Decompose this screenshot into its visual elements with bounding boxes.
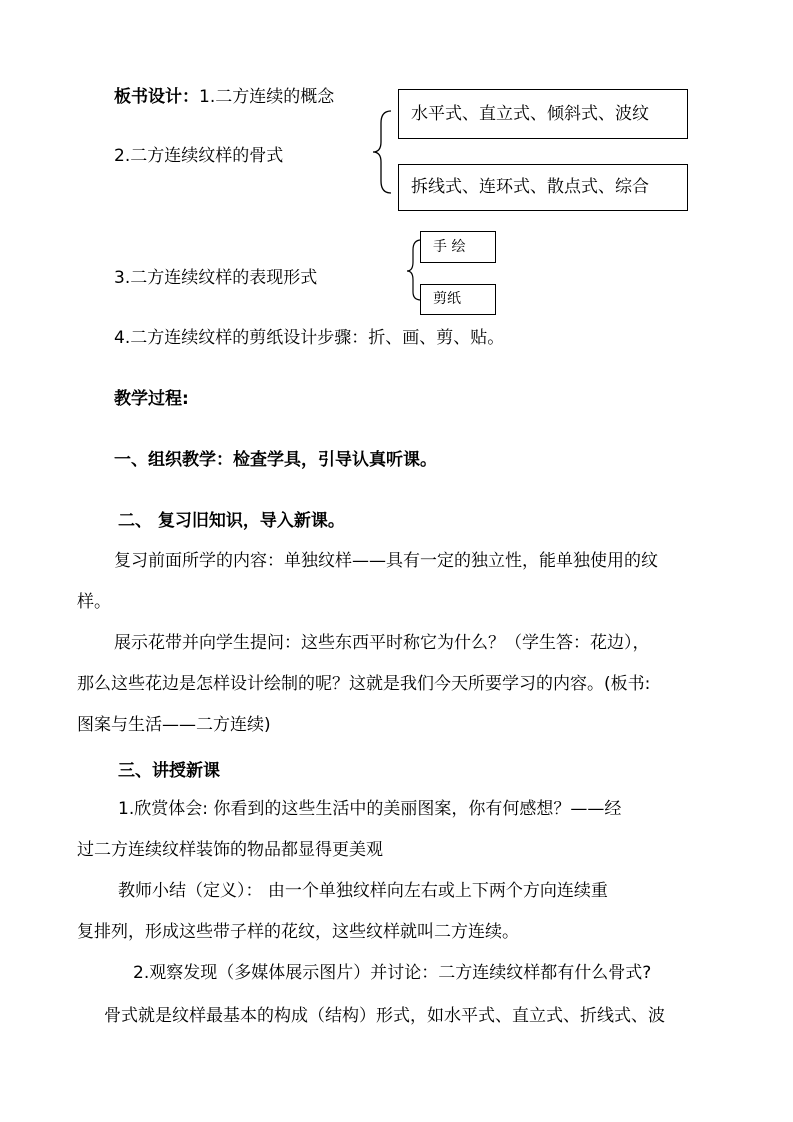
expression-handdrawn-text: 手 绘 — [433, 239, 466, 255]
expression-box-handdrawn — [420, 231, 496, 263]
skeleton-types-box-top — [398, 89, 688, 139]
board-item-1: 1.二方连续的概念 — [199, 87, 335, 107]
section3-p1-line2: 过二方连续纹样装饰的物品都显得更美观 — [77, 840, 383, 860]
board-design-label: 板书设计： — [114, 87, 199, 107]
expression-box-papercut — [420, 284, 496, 315]
section3-p3: 2.观察发现（多媒体展示图片）并讨论：二方连续纹样都有什么骨式? — [133, 963, 652, 983]
board-item-2: 2.二方连续纹样的骨式 — [114, 146, 284, 166]
section2-p1-line1: 复习前面所学的内容：单独纹样——具有一定的独立性，能单独使用的纹 — [114, 551, 658, 571]
curly-brace-icon — [373, 111, 391, 193]
section3-p1-line1: 1.欣赏体会: 你看到的这些生活中的美丽图案，你有何感想？——经 — [118, 799, 622, 819]
section2-p2-line1: 展示花带并向学生提问：这些东西平时称它为什么？（学生答：花边）， — [114, 633, 650, 653]
board-item-4: 4.二方连续纹样的剪纸设计步骤：折、画、剪、贴。 — [114, 328, 505, 348]
section3-p2-line1: 教师小结（定义）： 由一个单独纹样向左右或上下两个方向连续重 — [118, 881, 608, 901]
section3-p4: 骨式就是纹样最基本的构成（结构）形式，如水平式、直立式、折线式、波 — [104, 1006, 665, 1026]
section2-p2-line2: 那么这些花边是怎样设计绘制的呢？这就是我们今天所要学习的内容。(板书: — [77, 674, 651, 694]
section2-p1-line2: 样。 — [77, 592, 111, 612]
section3-heading: 三、讲授新课 — [118, 761, 220, 781]
skeleton-types-top-text: 水平式、直立式、倾斜式、波纹 — [411, 104, 649, 124]
section2-p2-line3: 图案与生活——二方连续) — [77, 715, 271, 735]
section2-heading: 二、 复习旧知识，导入新课。 — [118, 511, 345, 531]
section3-p2-line2: 复排列，形成这些带子样的花纹，这些纹样就叫二方连续。 — [77, 922, 519, 942]
skeleton-types-box-bottom — [398, 164, 688, 211]
board-item-3: 3.二方连续纹样的表现形式 — [114, 268, 318, 288]
process-heading: 教学过程: — [114, 389, 189, 409]
skeleton-types-bottom-text: 拆线式、连环式、散点式、综合 — [411, 177, 649, 197]
expression-papercut-text: 剪纸 — [433, 291, 461, 307]
section1-heading: 一、组织教学：检查学具，引导认真听课。 — [114, 450, 437, 470]
curly-brace-small-icon — [407, 240, 421, 300]
